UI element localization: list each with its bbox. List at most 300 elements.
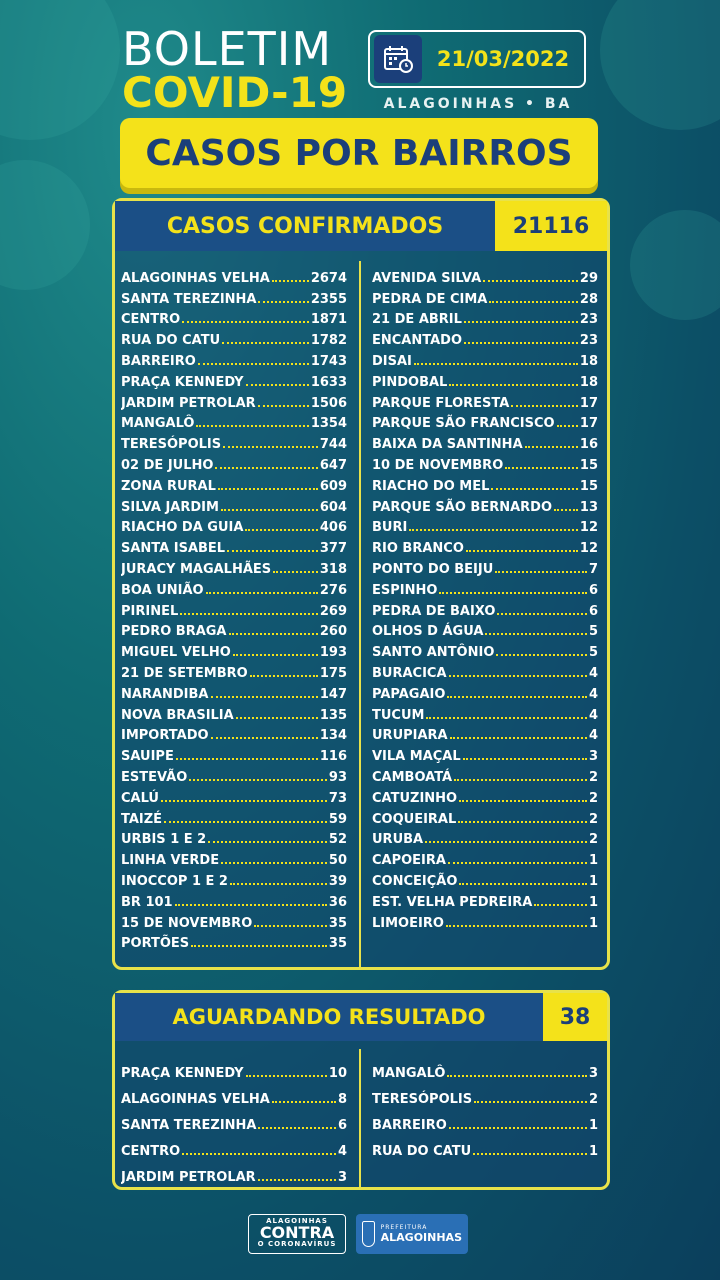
dot-leader	[459, 883, 587, 885]
pending-total: 38	[543, 993, 607, 1041]
case-count: 116	[319, 749, 347, 765]
neighborhood-name: ESPINHO	[372, 582, 438, 598]
case-count: 1354	[310, 416, 347, 432]
dot-leader	[221, 509, 318, 511]
list-item	[372, 515, 598, 536]
dot-leader	[223, 446, 318, 448]
list-item	[372, 286, 598, 307]
dot-leader	[489, 301, 578, 303]
title-boletim: BOLETIM	[122, 22, 333, 76]
dot-leader	[206, 592, 318, 594]
neighborhood-name: PINDOBAL	[372, 374, 448, 390]
neighborhood-name: PRAÇA KENNEDY	[121, 374, 244, 390]
neighborhood-name: CENTRO	[121, 312, 181, 328]
neighborhood-name: URUBA	[372, 832, 424, 848]
confirmed-total: 21116	[495, 201, 607, 251]
dot-leader	[505, 467, 578, 469]
list-item	[121, 743, 347, 764]
list-item	[121, 411, 347, 432]
list-item	[372, 1055, 598, 1081]
case-count: 2	[588, 790, 598, 806]
case-count: 4	[588, 686, 598, 702]
dot-leader	[211, 737, 318, 739]
dot-leader	[534, 904, 587, 906]
list-item	[121, 806, 347, 827]
list-item	[121, 868, 347, 889]
case-count: 609	[319, 478, 347, 494]
list-item	[121, 452, 347, 473]
case-count: 3	[588, 749, 598, 765]
pending-right-list	[372, 1055, 598, 1159]
list-item	[372, 619, 598, 640]
list-item	[372, 494, 598, 515]
case-count: 3	[337, 1170, 347, 1185]
list-item	[121, 369, 347, 390]
list-item	[121, 660, 347, 681]
list-item	[121, 1055, 347, 1081]
case-count: 318	[319, 561, 347, 577]
dot-leader	[448, 862, 587, 864]
case-count: 59	[328, 811, 347, 827]
dot-leader	[176, 758, 318, 760]
case-count: 6	[588, 582, 598, 598]
list-item	[372, 723, 598, 744]
case-count: 269	[319, 603, 347, 619]
confirmed-left-list	[121, 265, 347, 951]
dot-leader	[196, 425, 308, 427]
list-item	[121, 1133, 347, 1159]
list-item	[372, 369, 598, 390]
case-count: 4	[588, 728, 598, 744]
list-item	[372, 473, 598, 494]
case-count: 17	[579, 395, 598, 411]
list-item	[372, 431, 598, 452]
contra-coronavirus-logo	[248, 1214, 346, 1254]
dot-leader	[221, 862, 327, 864]
list-item	[372, 889, 598, 910]
list-item	[372, 660, 598, 681]
dot-leader	[175, 904, 327, 906]
footer-logos	[248, 1214, 468, 1254]
neighborhood-name: PORTÕES	[121, 936, 190, 952]
case-count: 7	[588, 561, 598, 577]
dot-leader	[459, 800, 587, 802]
neighborhood-name: NOVA BRASILIA	[121, 707, 234, 723]
list-item	[121, 1159, 347, 1185]
virus-decoration	[0, 0, 120, 140]
case-count: 276	[319, 582, 347, 598]
case-count: 23	[579, 333, 598, 349]
case-count: 1	[588, 894, 598, 910]
case-count: 18	[579, 374, 598, 390]
confirmed-panel	[112, 198, 610, 970]
neighborhood-name: EST. VELHA PEDREIRA	[372, 894, 533, 910]
list-item	[121, 723, 347, 744]
banner-title: CASOS POR BAIRROS	[145, 132, 573, 174]
neighborhood-name: ALAGOINHAS VELHA	[121, 270, 270, 286]
section-banner	[120, 118, 598, 188]
list-item	[121, 1107, 347, 1133]
case-count: 1633	[310, 374, 347, 390]
confirmed-header	[115, 201, 607, 251]
case-count: 3	[588, 1066, 598, 1081]
dot-leader	[458, 821, 587, 823]
neighborhood-name: BARREIRO	[121, 353, 196, 369]
dot-leader	[409, 529, 578, 531]
dot-leader	[447, 696, 587, 698]
list-item	[121, 1081, 347, 1107]
list-item	[372, 348, 598, 369]
list-item	[372, 827, 598, 848]
list-item	[372, 910, 598, 931]
case-count: 2	[588, 811, 598, 827]
dot-leader	[449, 1127, 587, 1129]
list-item	[121, 931, 347, 952]
list-item	[121, 307, 347, 328]
neighborhood-name: BOA UNIÃO	[121, 582, 204, 598]
dot-leader	[258, 301, 308, 303]
logo-text: PREFEITURA	[380, 1224, 428, 1231]
logo-text: ALAGOINHAS	[380, 1231, 462, 1244]
neighborhood-name: NARANDIBA	[121, 686, 209, 702]
neighborhood-name: JURACY MAGALHÃES	[121, 561, 272, 577]
dot-leader	[258, 405, 309, 407]
dot-leader	[449, 675, 587, 677]
calendar-clock-icon	[374, 35, 422, 83]
dot-leader	[272, 280, 309, 282]
neighborhood-name: PARQUE SÃO BERNARDO	[372, 499, 553, 515]
neighborhood-name: CAPOEIRA	[372, 853, 446, 869]
neighborhood-name: ESTEVÃO	[121, 769, 188, 785]
column-divider	[359, 261, 361, 967]
list-item	[121, 598, 347, 619]
dot-leader	[246, 384, 309, 386]
list-item	[121, 390, 347, 411]
pending-header	[115, 993, 607, 1041]
list-item	[121, 431, 347, 452]
list-item	[121, 348, 347, 369]
neighborhood-name: PEDRA DE CIMA	[372, 291, 488, 307]
case-count: 1	[588, 853, 598, 869]
list-item	[121, 577, 347, 598]
case-count: 93	[328, 769, 347, 785]
dot-leader	[258, 1127, 335, 1129]
list-item	[121, 556, 347, 577]
list-item	[121, 910, 347, 931]
neighborhood-name: CAMBOATÁ	[372, 769, 453, 785]
dot-leader	[245, 529, 317, 531]
list-item	[121, 847, 347, 868]
case-count: 134	[319, 728, 347, 744]
dot-leader	[236, 717, 318, 719]
dot-leader	[449, 384, 578, 386]
dot-leader	[496, 654, 587, 656]
list-item	[372, 1081, 598, 1107]
neighborhood-name: CENTRO	[121, 1144, 181, 1159]
confirmed-title: CASOS CONFIRMADOS	[115, 201, 495, 251]
case-count: 1871	[310, 312, 347, 328]
dot-leader	[198, 363, 309, 365]
dot-leader	[464, 342, 578, 344]
dot-leader	[272, 1101, 336, 1103]
list-item	[121, 327, 347, 348]
dot-leader	[491, 488, 578, 490]
list-item	[121, 265, 347, 286]
neighborhood-name: PRAÇA KENNEDY	[121, 1066, 244, 1081]
dot-leader	[233, 654, 318, 656]
neighborhood-name: 21 DE SETEMBRO	[121, 665, 248, 681]
dot-leader	[511, 405, 578, 407]
logo-text: O CORONAVÍRUS	[257, 1240, 337, 1248]
case-count: 1782	[310, 333, 347, 349]
date-box	[368, 30, 586, 88]
city-seal-icon	[362, 1221, 375, 1247]
case-count: 2674	[310, 270, 347, 286]
prefeitura-logo	[356, 1214, 468, 1254]
case-count: 36	[328, 894, 347, 910]
dot-leader	[230, 883, 327, 885]
case-count: 39	[328, 873, 347, 889]
dot-leader	[218, 488, 318, 490]
neighborhood-name: OLHOS D ÁGUA	[372, 624, 484, 640]
case-count: 52	[328, 832, 347, 848]
dot-leader	[554, 509, 578, 511]
dot-leader	[473, 1153, 587, 1155]
neighborhood-name: MANGALÔ	[121, 416, 195, 432]
neighborhood-name: DISAI	[372, 353, 412, 369]
neighborhood-name: BAIXA DA SANTINHA	[372, 437, 523, 453]
case-count: 13	[579, 499, 598, 515]
neighborhood-name: CATUZINHO	[372, 790, 458, 806]
case-count: 18	[579, 353, 598, 369]
case-count: 1	[588, 1118, 598, 1133]
dot-leader	[161, 800, 327, 802]
case-count: 50	[328, 853, 347, 869]
neighborhood-name: CALÚ	[121, 790, 159, 806]
dot-leader	[495, 571, 587, 573]
dot-leader	[229, 633, 318, 635]
neighborhood-name: SANTA TEREZINHA	[121, 1118, 257, 1133]
list-item	[372, 806, 598, 827]
list-item	[121, 785, 347, 806]
case-count: 647	[319, 457, 347, 473]
dot-leader	[246, 1075, 327, 1077]
pending-left-list	[121, 1055, 347, 1185]
list-item	[121, 681, 347, 702]
neighborhood-name: MANGALÔ	[372, 1066, 446, 1081]
list-item	[372, 1133, 598, 1159]
dot-leader	[464, 321, 578, 323]
neighborhood-name: PARQUE SÃO FRANCISCO	[372, 416, 555, 432]
neighborhood-name: SANTA TEREZINHA	[121, 291, 257, 307]
list-item	[372, 556, 598, 577]
dot-leader	[414, 363, 578, 365]
case-count: 193	[319, 645, 347, 661]
dot-leader	[447, 1075, 586, 1077]
list-item	[121, 494, 347, 515]
dot-leader	[485, 633, 587, 635]
dot-leader	[258, 1179, 336, 1181]
confirmed-right-list	[372, 265, 598, 931]
case-count: 15	[579, 478, 598, 494]
dot-leader	[483, 280, 578, 282]
virus-decoration	[0, 160, 90, 290]
list-item	[372, 785, 598, 806]
case-count: 29	[579, 270, 598, 286]
case-count: 604	[319, 499, 347, 515]
dot-leader	[189, 779, 327, 781]
column-divider	[359, 1049, 361, 1187]
list-item	[372, 764, 598, 785]
neighborhood-name: MIGUEL VELHO	[121, 645, 231, 661]
case-count: 1743	[310, 353, 347, 369]
neighborhood-name: TAIZÉ	[121, 811, 163, 827]
neighborhood-name: ALAGOINHAS VELHA	[121, 1092, 270, 1107]
dot-leader	[446, 925, 587, 927]
dot-leader	[463, 758, 587, 760]
dot-leader	[474, 1101, 587, 1103]
case-count: 12	[579, 520, 598, 536]
neighborhood-name: SAUIPE	[121, 749, 174, 765]
list-item	[372, 868, 598, 889]
case-count: 2	[588, 832, 598, 848]
neighborhood-name: URBIS 1 E 2	[121, 832, 207, 848]
case-count: 406	[319, 520, 347, 536]
neighborhood-name: PONTO DO BEIJU	[372, 561, 494, 577]
list-item	[121, 473, 347, 494]
dot-leader	[466, 550, 578, 552]
case-count: 6	[588, 603, 598, 619]
dot-leader	[182, 321, 309, 323]
list-item	[372, 598, 598, 619]
dot-leader	[426, 717, 586, 719]
list-item	[121, 764, 347, 785]
title-covid: COVID-19	[122, 68, 348, 117]
list-item	[372, 327, 598, 348]
neighborhood-name: AVENIDA SILVA	[372, 270, 482, 286]
neighborhood-name: 10 DE NOVEMBRO	[372, 457, 504, 473]
neighborhood-name: RUA DO CATU	[121, 333, 221, 349]
neighborhood-name: 15 DE NOVEMBRO	[121, 915, 253, 931]
neighborhood-name: TERESÓPOLIS	[121, 437, 222, 453]
list-item	[372, 743, 598, 764]
case-count: 12	[579, 541, 598, 557]
list-item	[121, 639, 347, 660]
list-item	[372, 411, 598, 432]
neighborhood-name: RUA DO CATU	[372, 1144, 472, 1159]
dot-leader	[182, 1153, 336, 1155]
case-count: 16	[579, 437, 598, 453]
logo-text: ALAGOINHAS	[266, 1217, 328, 1225]
dot-leader	[250, 675, 318, 677]
list-item	[372, 535, 598, 556]
case-count: 4	[588, 665, 598, 681]
list-item	[121, 827, 347, 848]
list-item	[372, 639, 598, 660]
dot-leader	[227, 550, 318, 552]
list-item	[372, 452, 598, 473]
neighborhood-name: LIMOEIRO	[372, 915, 444, 931]
city-label: ALAGOINHAS • BA	[383, 96, 573, 112]
case-count: 260	[319, 624, 347, 640]
dot-leader	[439, 592, 587, 594]
case-count: 35	[328, 915, 347, 931]
case-count: 5	[588, 624, 598, 640]
dot-leader	[273, 571, 318, 573]
case-count: 1506	[310, 395, 347, 411]
pending-title: AGUARDANDO RESULTADO	[115, 993, 543, 1041]
neighborhood-name: TERESÓPOLIS	[372, 1092, 473, 1107]
pending-panel	[112, 990, 610, 1190]
neighborhood-name: BR 101	[121, 894, 173, 910]
case-count: 4	[588, 707, 598, 723]
case-count: 17	[579, 416, 598, 432]
dot-leader	[525, 446, 578, 448]
case-count: 23	[579, 312, 598, 328]
list-item	[372, 1107, 598, 1133]
list-item	[372, 702, 598, 723]
neighborhood-name: INOCCOP 1 E 2	[121, 873, 228, 889]
neighborhood-name: PEDRA DE BAIXO	[372, 603, 496, 619]
neighborhood-name: URUPIARA	[372, 728, 448, 744]
list-item	[372, 307, 598, 328]
list-item	[372, 681, 598, 702]
dot-leader	[191, 945, 327, 947]
case-count: 2	[588, 1092, 598, 1107]
neighborhood-name: SANTA ISABEL	[121, 541, 226, 557]
dot-leader	[254, 925, 327, 927]
neighborhood-name: JARDIM PETROLAR	[121, 395, 256, 411]
neighborhood-name: ZONA RURAL	[121, 478, 216, 494]
neighborhood-name: TUCUM	[372, 707, 425, 723]
list-item	[121, 702, 347, 723]
neighborhood-name: BURACICA	[372, 665, 447, 681]
neighborhood-name: SANTO ANTÔNIO	[372, 645, 495, 661]
case-count: 10	[328, 1066, 347, 1081]
list-item	[121, 535, 347, 556]
neighborhood-name: RIO BRANCO	[372, 541, 464, 557]
list-item	[121, 286, 347, 307]
list-item	[121, 515, 347, 536]
neighborhood-name: ENCANTADO	[372, 333, 463, 349]
case-count: 147	[319, 686, 347, 702]
neighborhood-name: COQUEIRAL	[372, 811, 457, 827]
case-count: 15	[579, 457, 598, 473]
neighborhood-name: SILVA JARDIM	[121, 499, 219, 515]
neighborhood-name: CONCEIÇÃO	[372, 873, 458, 889]
neighborhood-name: 21 DE ABRIL	[372, 312, 462, 328]
case-count: 8	[337, 1092, 347, 1107]
dot-leader	[454, 779, 587, 781]
case-count: 1	[588, 1144, 598, 1159]
dot-leader	[211, 696, 318, 698]
virus-decoration	[630, 210, 720, 320]
list-item	[372, 390, 598, 411]
case-count: 744	[319, 437, 347, 453]
list-item	[121, 889, 347, 910]
neighborhood-name: BURI	[372, 520, 408, 536]
case-count: 35	[328, 936, 347, 952]
dot-leader	[215, 467, 317, 469]
dot-leader	[425, 841, 587, 843]
dot-leader	[208, 841, 327, 843]
case-count: 1	[588, 915, 598, 931]
neighborhood-name: RIACHO DO MEL	[372, 478, 490, 494]
case-count: 135	[319, 707, 347, 723]
neighborhood-name: PARQUE FLORESTA	[372, 395, 510, 411]
case-count: 2	[588, 769, 598, 785]
dot-leader	[557, 425, 578, 427]
